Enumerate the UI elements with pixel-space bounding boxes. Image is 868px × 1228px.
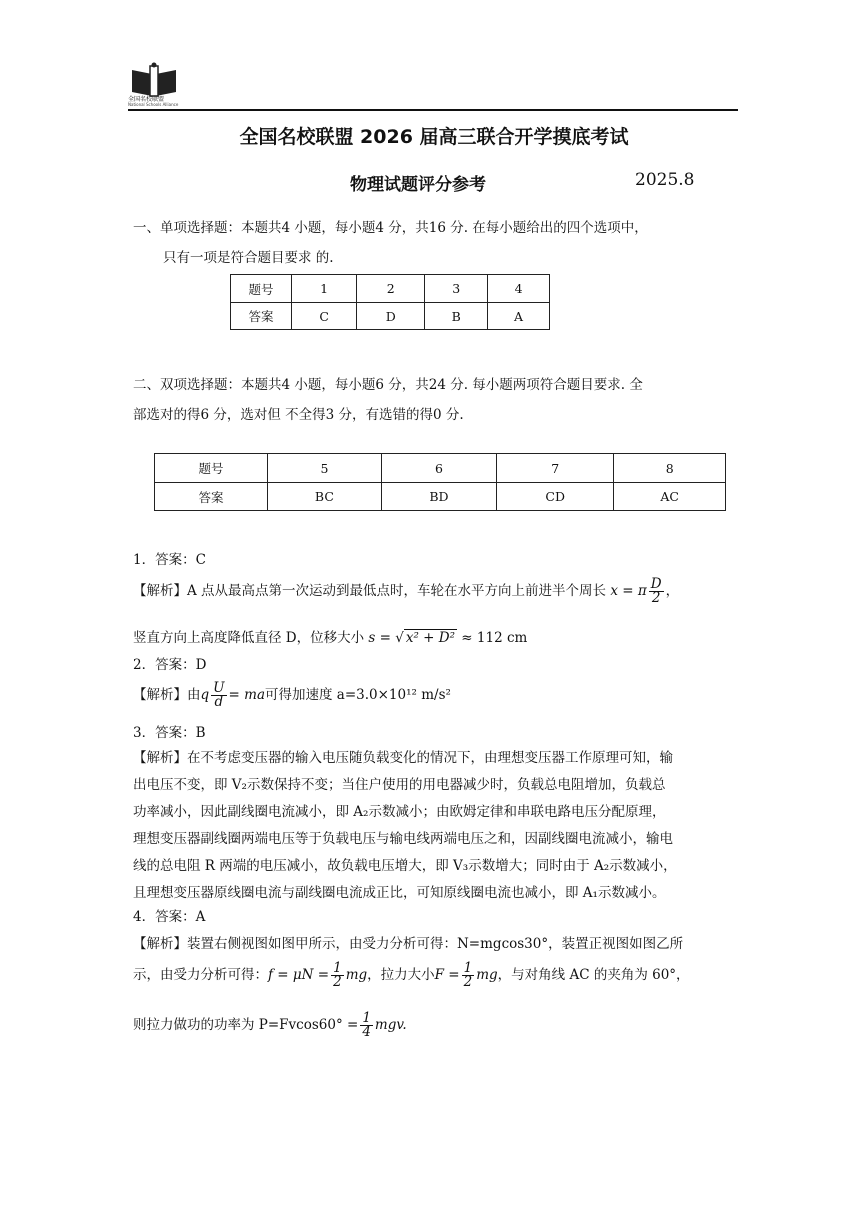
page-title: 全国名校联盟 2026 届高三联合开学摸底考试	[239, 126, 629, 148]
q4-explanation-line1: 【解析】装置右侧视图如图甲所示，由受力分析可得：N=mgcos30°，装置正视图如图乙所	[133, 936, 684, 952]
expl-text: ≈ 112 cm	[457, 630, 528, 646]
expl-text: 示，由受力分析可得：	[133, 967, 268, 983]
paragraph-line: 且理想变压器原线圈电流与副线圈电流成正比，可知原线圈电流也减小，即 A₁示数减小。	[133, 885, 666, 901]
expl-text: 则拉力做功的功率为 P=Fvcos60° =	[133, 1017, 359, 1033]
formula-text: mg	[476, 967, 498, 983]
formula-text: f = μN =	[268, 967, 330, 983]
q1-explanation-line2: 竖直方向上高度降低直径 D，位移大小 s = √ x² + D² ≈ 112 cm	[133, 630, 528, 646]
table-row-label: 题号	[231, 275, 292, 303]
paragraph-line: 理想变压器副线圈两端电压等于负载电压与输电线两端电压之和，因副线圈电流减小，输电	[133, 831, 673, 847]
section2-heading: 二、双项选择题：本题共4 小题，每小题6 分，共24 分. 每小题两项符合题目要求. 全	[133, 377, 643, 393]
section1-heading: 一、单项选择题：本题共4 小题，每小题4 分，共16 分. 在每小题给出的四个选项中，	[133, 220, 648, 236]
paragraph-line: 功率减小，因此副线圈电流减小，即 A₂示数减小；由欧姆定律和串联电路电压分配原理，	[133, 804, 666, 820]
expl-text: ，拉力大小	[367, 967, 435, 983]
table-cell: 6	[381, 454, 496, 483]
q2-explanation	[133, 682, 451, 709]
table-cell: B	[425, 303, 488, 330]
formula-text: q	[200, 687, 210, 703]
q4-answer: 4．答案：A	[133, 909, 206, 925]
table-cell: 4	[488, 275, 550, 303]
table-cell: BD	[381, 483, 496, 511]
formula-text: x = π	[610, 583, 647, 599]
table-cell: 2	[357, 275, 425, 303]
fraction-denominator: 4	[362, 1024, 371, 1040]
expl-text: 由	[187, 687, 201, 703]
table-row-label: 答案	[231, 303, 292, 330]
paragraph-line: 【解析】在不考虑变压器的输入电压随负载变化的情况下，由理想变压器工作原理可知，输	[133, 750, 673, 766]
fraction	[649, 578, 664, 605]
fraction-numerator: 1	[333, 960, 342, 976]
formula-text: s =	[368, 630, 396, 646]
table-cell: A	[488, 303, 550, 330]
page-subtitle: 物理试题评分参考	[350, 175, 486, 195]
exam-date: 2025.8	[635, 170, 695, 190]
q4-explanation-line3	[133, 1012, 407, 1039]
table-cell: 8	[614, 454, 726, 483]
section1-answer-table	[230, 274, 550, 330]
fraction-numerator: D	[650, 576, 662, 592]
table-cell: 3	[425, 275, 488, 303]
expl-text: 可得加速度 a=3.0×10¹² m/s²	[265, 687, 451, 703]
q1-explanation	[133, 578, 679, 605]
fraction-denominator: 2	[333, 974, 342, 990]
q2-answer: 2．答案：D	[133, 657, 207, 673]
fraction-numerator: U	[213, 680, 225, 696]
expl-prefix: 【解析】	[133, 583, 187, 599]
expl-text: ，	[665, 583, 680, 599]
fraction-denominator: 2	[463, 974, 473, 990]
table-cell: 5	[268, 454, 382, 483]
header-rule	[128, 109, 738, 111]
table-cell: 7	[497, 454, 614, 483]
paragraph-line: 线的总电阻 R 两端的电压减小，故负载电压增大，即 V₃示数增大；同时由于 A₂示数减小，	[133, 858, 677, 874]
fraction-numerator: 1	[463, 960, 473, 976]
fraction	[360, 1012, 373, 1039]
expl-text: 竖直方向上高度降低直径 D，位移大小	[133, 630, 365, 646]
formula-text: F =	[434, 967, 460, 983]
fraction	[331, 962, 344, 989]
logo-subtext: National Schools Alliance	[128, 102, 179, 107]
q1-answer: 1．答案：C	[133, 552, 206, 568]
fraction-numerator: 1	[362, 1010, 371, 1026]
expl-text: A 点从最高点第一次运动到最低点时，车轮在水平方向上前进半个周长	[187, 583, 607, 599]
table-cell: BC	[268, 483, 382, 511]
fraction	[211, 682, 226, 709]
table-row-label: 答案	[155, 483, 268, 511]
fraction-denominator: d	[214, 694, 224, 710]
table-row-label: 题号	[155, 454, 268, 483]
section1-heading-cont: 只有一项是符合题目要求 的.	[163, 250, 334, 266]
section2-answer-table	[154, 453, 726, 511]
q3-answer: 3．答案：B	[133, 725, 206, 741]
table-cell: C	[292, 303, 357, 330]
fraction	[462, 962, 475, 989]
formula-text: = ma	[228, 687, 265, 703]
fraction-denominator: 2	[651, 590, 661, 606]
q3-explanation	[133, 745, 677, 907]
expl-prefix: 【解析】	[133, 687, 187, 703]
table-cell: AC	[614, 483, 726, 511]
formula-text: mg	[345, 967, 368, 983]
paragraph-line: 出电压不变，即 V₂示数保持不变；当住户使用的用电器减少时，负载总电阻增加，负载总	[133, 777, 666, 793]
table-cell: 1	[292, 275, 357, 303]
sqrt-radicand: x² + D²	[405, 630, 456, 646]
table-cell: CD	[497, 483, 614, 511]
section2-heading-cont: 部选对的得6 分，选对但 不全得3 分，有选错的得0 分.	[133, 407, 464, 423]
logo-text: 全国名校联盟	[128, 96, 165, 103]
formula-text: mgv.	[374, 1017, 407, 1033]
q4-explanation-line2	[133, 962, 690, 989]
expl-text: ，与对角线 AC 的夹角为 60°，	[497, 967, 690, 983]
table-cell: D	[357, 303, 425, 330]
